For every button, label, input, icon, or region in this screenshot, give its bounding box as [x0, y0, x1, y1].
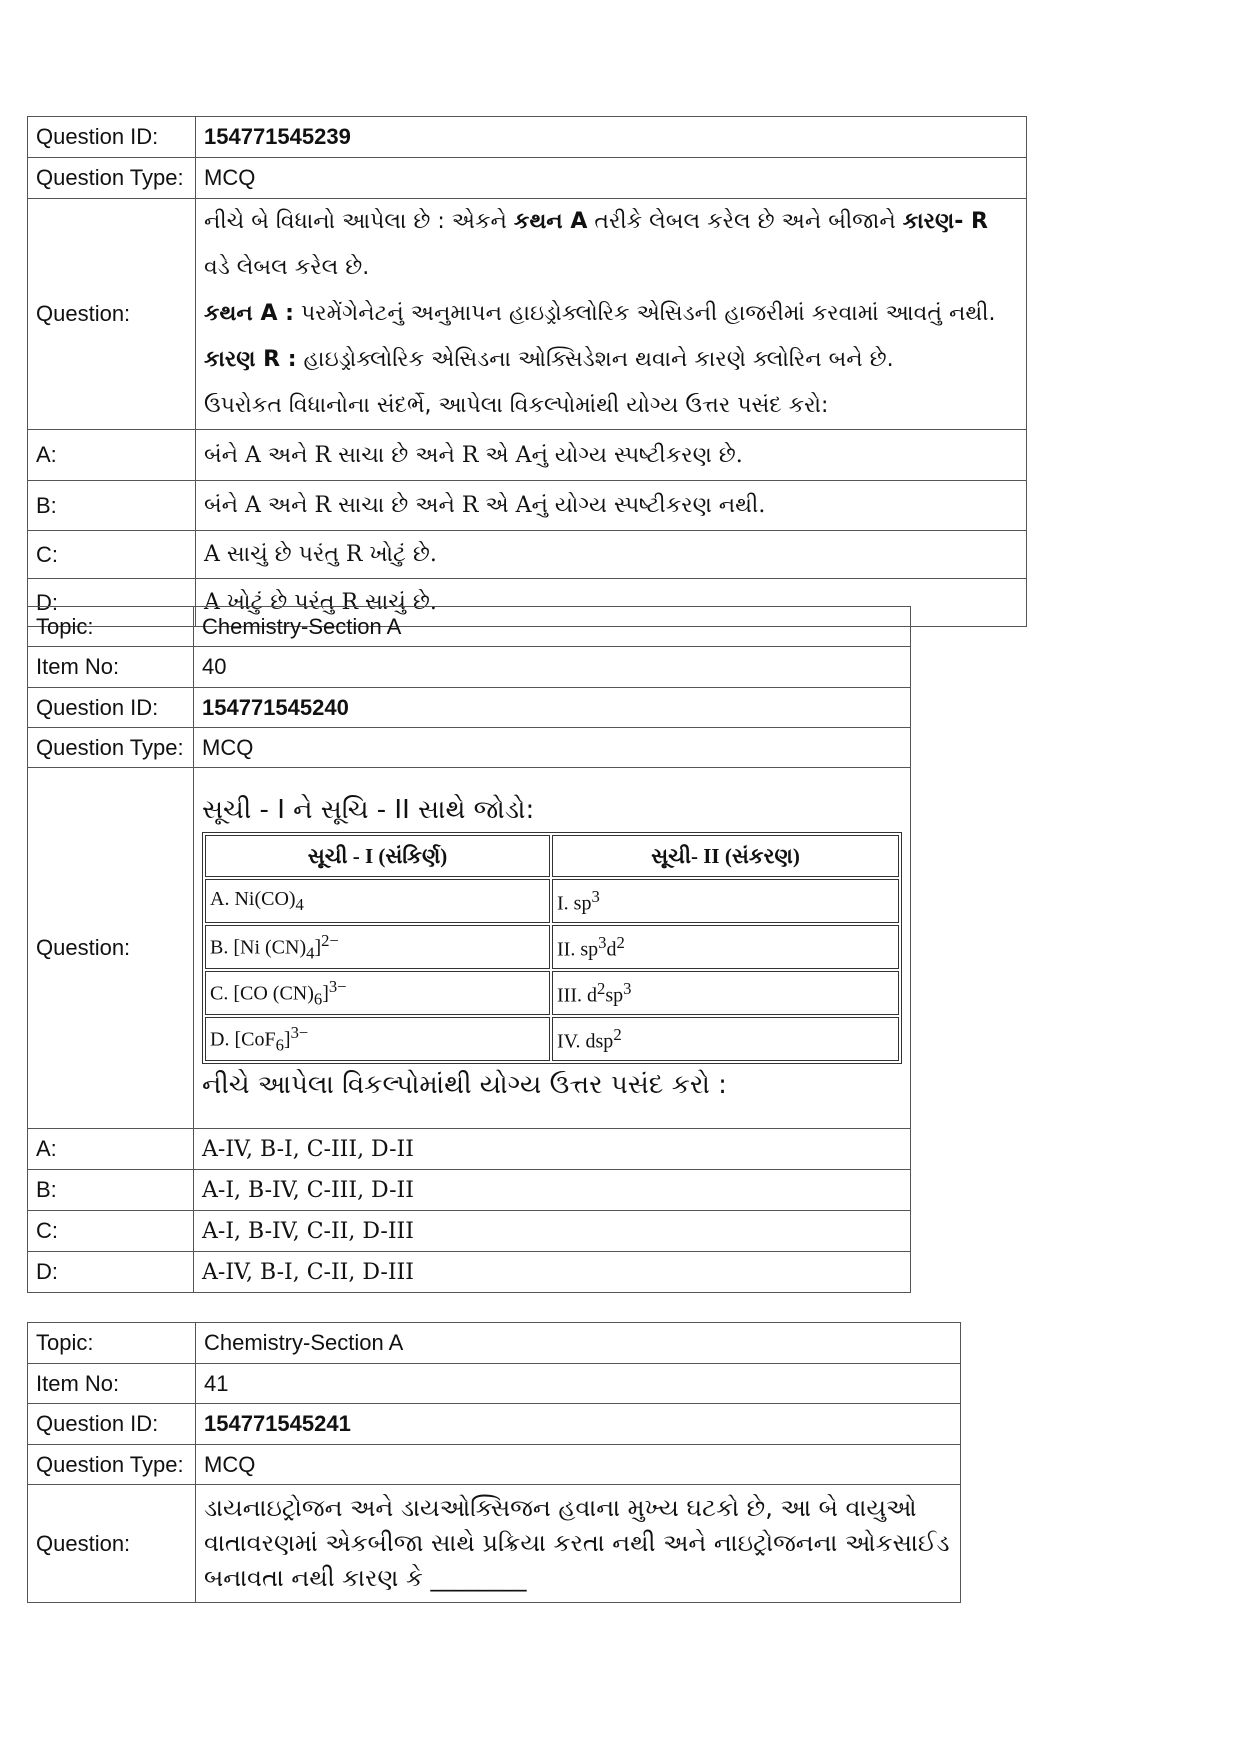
option-a-label: A: — [28, 430, 196, 481]
question-line-2: વાતાવરણમાં એકબીજા સાથે પ્રક્રિયા કરતા નથી અને નાઇટ્રોજનના ઓકસાઈડ — [204, 1529, 950, 1557]
question-label: Question: — [28, 768, 194, 1129]
list-1-item: A. $Ni(CO)_4$ — [205, 879, 550, 923]
match-outro: નીચે આપેલા વિકલ્પોમાંથી યોગ્ય ઉત્તર પસંદ કરો : — [202, 1070, 727, 1100]
list-1-header: સૂચી - I (સંકિર્ણ) — [205, 835, 550, 877]
question-id-value: 154771545239 — [196, 117, 1027, 158]
option-b-text: બંને A અને R સાચા છે અને R એ Aનું યોગ્ય સ્પષ્ટીકરણ નથી. — [196, 481, 1027, 531]
option-b-label: B: — [28, 1170, 194, 1211]
option-b-label: B: — [28, 481, 196, 531]
instruction-line: ઉપરોકત વિધાનોના સંદર્ભે, આપેલા વિકલ્પોમાંથી યોગ્ય ઉત્તર પસંદ કરો: — [204, 393, 829, 418]
list-2-item: IV. dsp$^2$ — [552, 1017, 899, 1061]
question-type-value: MCQ — [196, 1445, 961, 1485]
question-id-value: 154771545241 — [196, 1404, 961, 1445]
list-2-item: II. $sp^3d^2$ — [552, 925, 899, 969]
item-no-label: Item No: — [28, 647, 194, 688]
option-c-label: C: — [28, 531, 196, 579]
question-id-label: Question ID: — [28, 1404, 196, 1445]
question-line-1: નીચે બે વિધાનો આપેલા છે : એકને કથન A તરીકે લેબલ કરેલ છે અને બીજાને કારણ- R વડે લેબલ કરેલ છે. — [204, 209, 988, 280]
list-2-item: III. $d^2sp^3$ — [552, 971, 899, 1015]
question-id-label: Question ID: — [28, 117, 196, 158]
item-no-value: 40 — [194, 647, 911, 688]
topic-label: Topic: — [28, 1323, 196, 1364]
question-40-table — [27, 606, 911, 1293]
question-id-value: 154771545240 — [194, 688, 911, 728]
option-b-text: A-I, B-IV, C-III, D-II — [194, 1170, 911, 1211]
question-body — [196, 199, 1027, 430]
question-type-label: Question Type: — [28, 1445, 196, 1485]
reason-line: કારણ R : હાઇડ્રોક્લોરિક એસિડના ઓક્સિડેશન થવાને કારણે ક્લોરિન બને છે. — [204, 347, 894, 372]
option-c-label: C: — [28, 1211, 194, 1252]
option-d-label: D: — [28, 1252, 194, 1293]
question-type-value: MCQ — [194, 728, 911, 768]
question-type-value: MCQ — [196, 158, 1027, 199]
option-d-label: D: — [28, 579, 196, 627]
question-41-table — [27, 1322, 961, 1603]
option-d-text: A ખોટું છે પરંતુ R સાચું છે. — [196, 579, 1027, 627]
question-id-label: Question ID: — [28, 688, 194, 728]
item-no-value: 41 — [196, 1364, 961, 1404]
list-1-item: C. [CO $(CN)_6]^{3-}$ — [205, 971, 550, 1015]
list-1-item: B. [Ni $(CN)_4]^{2-}$ — [205, 925, 550, 969]
question-body — [194, 768, 911, 1129]
question-line-3: બનાવતા નથી કારણ કે ________ — [204, 1564, 527, 1592]
question-type-label: Question Type: — [28, 728, 194, 768]
question-line-1: ડાયનાઇટ્રોજન અને ડાયઓક્સિજન હવાના મુખ્ય ઘટકો છે, આ બે વાયુઓ — [204, 1494, 917, 1522]
list-2-item: I. $sp^3$ — [552, 879, 899, 923]
question-label: Question: — [28, 1485, 196, 1603]
question-label: Question: — [28, 199, 196, 430]
item-no-label: Item No: — [28, 1364, 196, 1404]
list-2-header: સૂચી- II (સંકરણ) — [552, 835, 899, 877]
option-c-text: A સાચું છે પરંતુ R ખોટું છે. — [196, 531, 1027, 579]
topic-label: Topic: — [28, 607, 194, 647]
list-1-item: D. $[CoF_6]^{3-}$ — [205, 1017, 550, 1061]
topic-value: Chemistry-Section A — [196, 1323, 961, 1364]
option-d-text: A-IV, B-I, C-II, D-III — [194, 1252, 911, 1293]
option-a-text: A-IV, B-I, C-III, D-II — [194, 1129, 911, 1170]
match-intro: સૂચી - I ને સૂચિ - II સાથે જોડો: — [202, 795, 535, 825]
question-body — [196, 1485, 961, 1603]
match-table — [202, 832, 902, 1064]
option-a-label: A: — [28, 1129, 194, 1170]
assertion-line: કથન A : પરમેંગેનેટનું અનુમાપન હાઇડ્રોક્લોરિક એસિડની હાજરીમાં કરવામાં આવતું નથી. — [204, 301, 996, 326]
topic-value: Chemistry-Section A — [194, 607, 911, 647]
option-a-text: બંને A અને R સાચા છે અને R એ Aનું યોગ્ય સ્પષ્ટીકરણ છે. — [196, 430, 1027, 481]
option-c-text: A-I, B-IV, C-II, D-III — [194, 1211, 911, 1252]
question-39-table — [27, 116, 1027, 627]
question-type-label: Question Type: — [28, 158, 196, 199]
